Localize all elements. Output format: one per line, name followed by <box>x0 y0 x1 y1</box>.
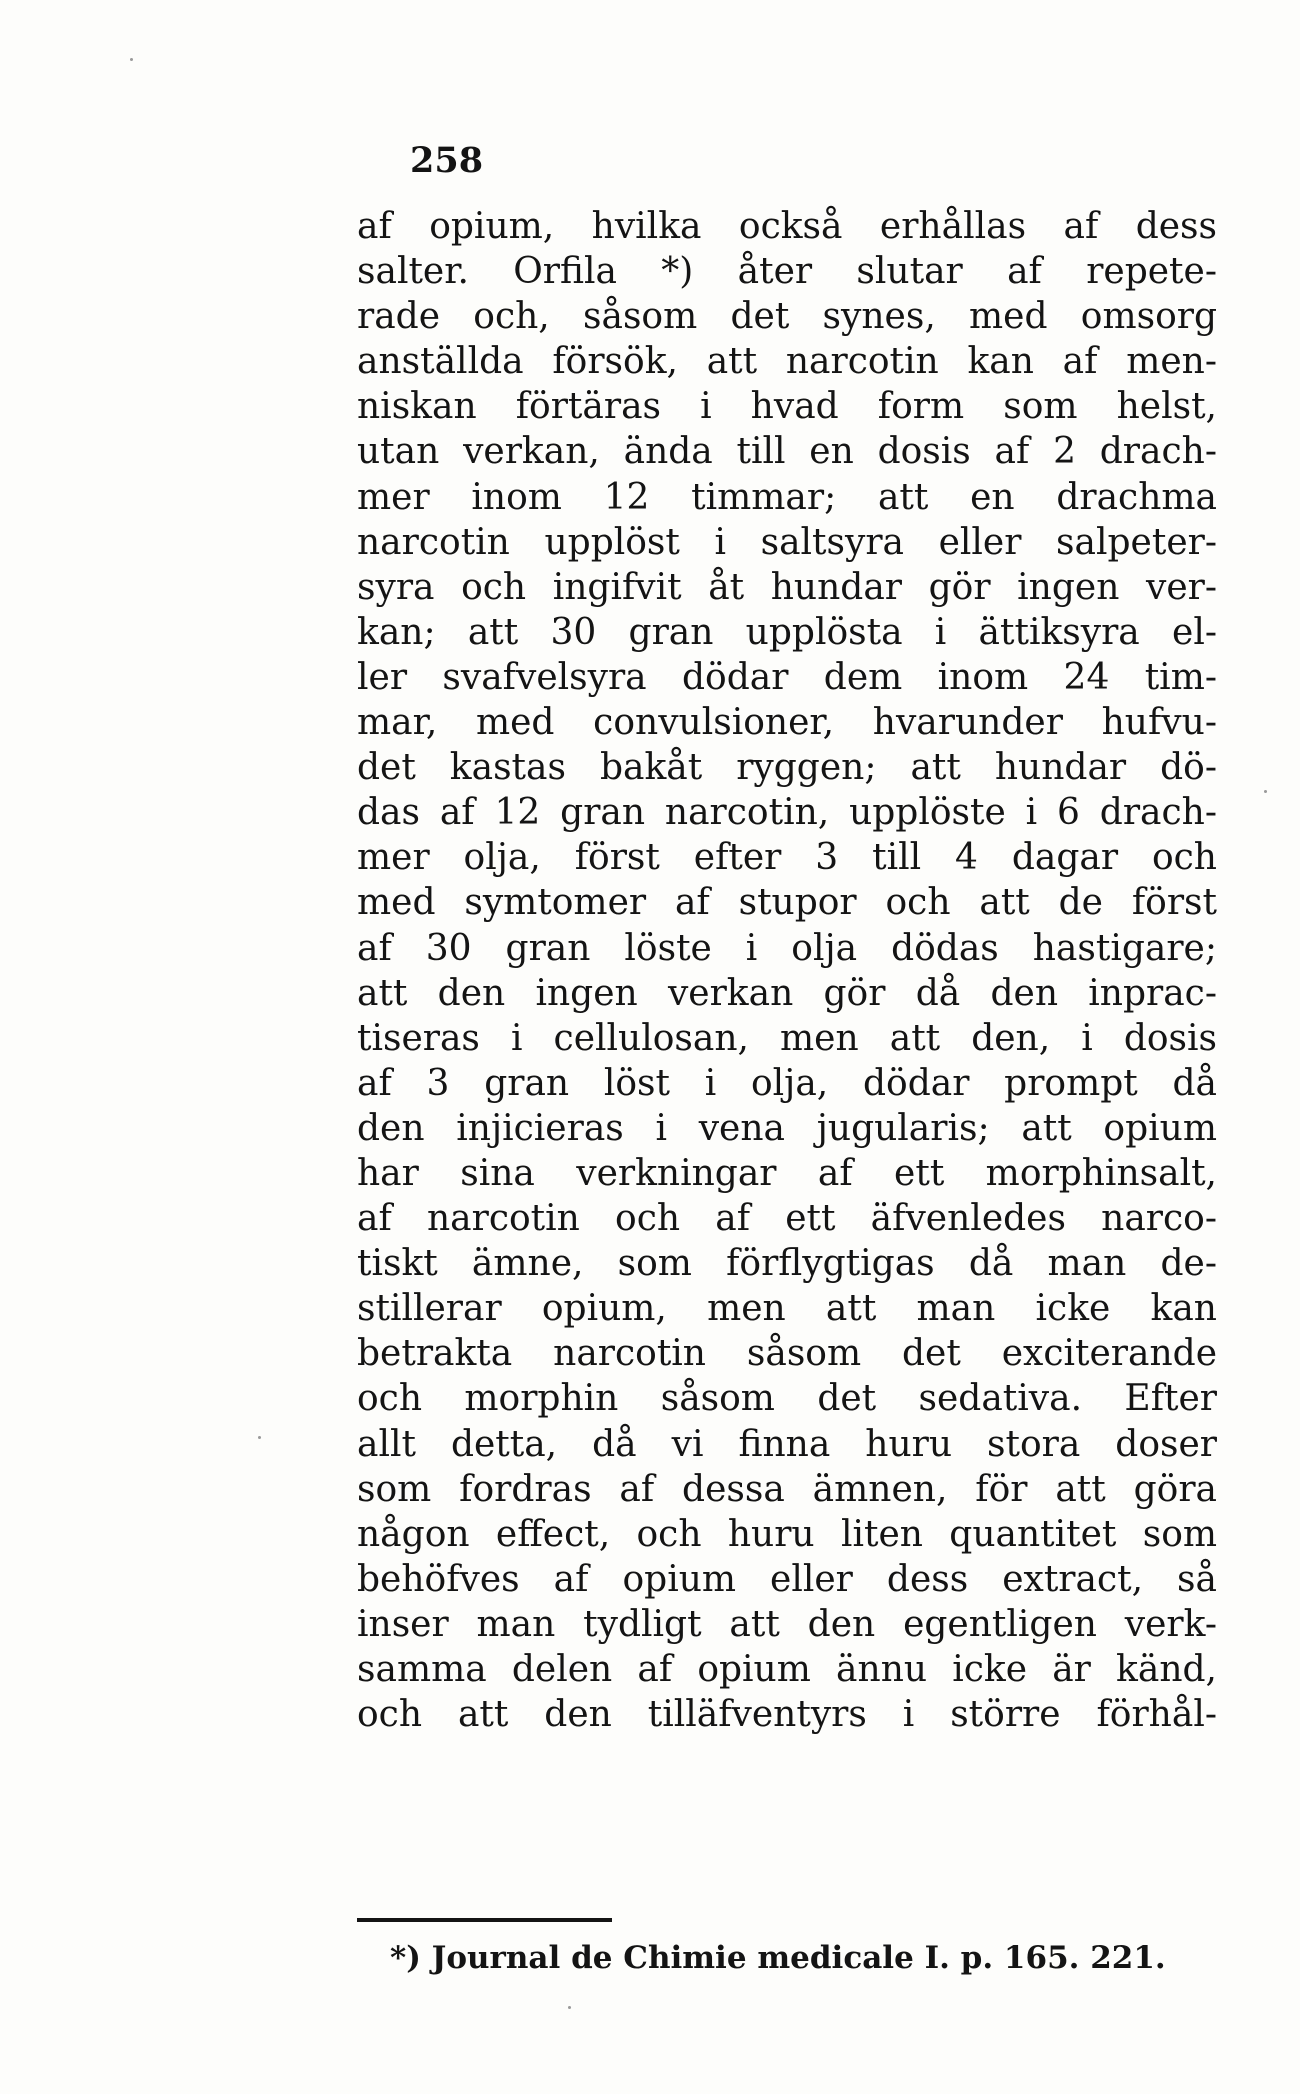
text-line: syra och ingifvit åt hundar gör ingen ver- <box>357 566 1217 608</box>
text-line: mer inom 12 timmar; att en drachma <box>357 476 1217 518</box>
text-line: tiskt ämne, som förflygtigas då man de- <box>357 1243 1217 1285</box>
scan-speck <box>130 58 133 61</box>
text-line: samma delen af opium ännu icke är känd, <box>357 1649 1217 1690</box>
text-line: das af 12 gran narcotin, upplöste i 6 drach- <box>357 792 1217 834</box>
text-line: rade och, såsom det synes, med omsorg <box>357 296 1217 338</box>
text-line: betrakta narcotin såsom det exciterande <box>357 1333 1217 1375</box>
text-line: den injicieras i vena jugularis; att opium <box>357 1107 1217 1149</box>
text-line: det kastas bakåt ryggen; att hundar dö- <box>357 747 1217 789</box>
text-line: af 30 gran löste i olja dödas hastigare; <box>357 927 1217 969</box>
scan-speck <box>568 2006 571 2009</box>
text-line: allt detta, då vi finna huru stora doser <box>357 1423 1217 1465</box>
text-line: stillerar opium, men att man icke kan <box>357 1288 1217 1330</box>
footnote-divider <box>357 1918 612 1922</box>
text-line: behöfves af opium eller dess extract, så <box>357 1558 1217 1600</box>
scan-speck <box>1264 790 1267 793</box>
footnote: *) Journal de Chimie medicale I. p. 165. 221. <box>390 1940 1166 1976</box>
text-line: utan verkan, ända till en dosis af 2 drach- <box>357 431 1217 473</box>
text-line: narcotin upplöst i saltsyra eller salpeter- <box>357 521 1217 563</box>
text-line: kan; att 30 gran upplösta i ättiksyra el- <box>357 611 1217 653</box>
text-line: af narcotin och af ett äfvenledes narco- <box>357 1198 1217 1240</box>
text-line: och att den tilläfventyrs i större förhål- <box>357 1694 1217 1736</box>
text-line: att den ingen verkan gör då den inprac- <box>357 972 1217 1014</box>
text-line: någon effect, och huru liten quantitet som <box>357 1513 1217 1555</box>
text-line: tiseras i cellulosan, men att den, i dosis <box>357 1017 1217 1059</box>
body-text <box>357 204 1217 1737</box>
text-line: af 3 gran löst i olja, dödar prompt då <box>357 1062 1217 1104</box>
text-line: mar, med convulsioner, hvarunder hufvu- <box>357 702 1217 744</box>
text-line: med symtomer af stupor och att de först <box>357 882 1217 924</box>
text-line: inser man tydligt att den egentligen verk- <box>357 1603 1217 1645</box>
text-line: som fordras af dessa ämnen, för att göra <box>357 1468 1217 1510</box>
text-line: har sina verkningar af ett morphinsalt, <box>357 1152 1217 1194</box>
page-number: 258 <box>410 140 484 181</box>
text-line: ler svafvelsyra dödar dem inom 24 tim- <box>357 656 1217 698</box>
text-line: salter. Orfila *) åter slutar af repete- <box>357 251 1217 293</box>
scan-speck <box>258 1436 261 1439</box>
text-line: niskan förtäras i hvad form som helst, <box>357 386 1217 428</box>
text-line: och morphin såsom det sedativa. Efter <box>357 1378 1217 1420</box>
text-line: anställda försök, att narcotin kan af men- <box>357 341 1217 383</box>
text-line: af opium, hvilka också erhållas af dess <box>357 206 1217 247</box>
text-line: mer olja, först efter 3 till 4 dagar och <box>357 837 1217 879</box>
